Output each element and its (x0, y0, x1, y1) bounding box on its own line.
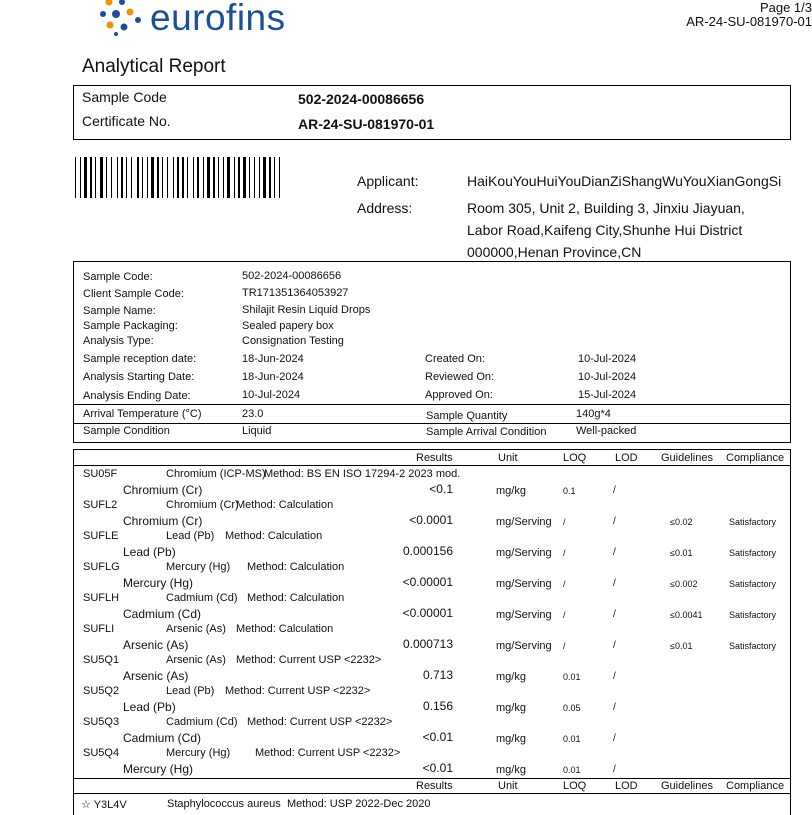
loq-value: / (563, 579, 566, 589)
result-value: 0.156 (422, 699, 453, 713)
unit-value: mg/kg (496, 671, 526, 683)
result-value: 0.000713 (402, 637, 453, 651)
compliance-value: Satisfactory (729, 579, 777, 589)
column-lod: LOD (615, 452, 638, 464)
eurofins-dots-icon (100, 0, 142, 36)
packaging-value: Sealed papery box (242, 320, 334, 332)
unit-value: mg/Serving (496, 516, 552, 528)
temperature-label: Arrival Temperature (°C) (83, 408, 202, 420)
result-value: <0.00001 (402, 606, 453, 620)
barcode-bar (117, 157, 118, 198)
column-guidelines: Guidelines (661, 452, 713, 464)
quantity-label: Sample Quantity (426, 410, 508, 422)
sample-info-box (73, 261, 791, 443)
result-value: 0.713 (422, 668, 453, 682)
barcode-bar (137, 157, 139, 198)
start-label: Analysis Starting Date: (83, 371, 195, 383)
test-analyte: Mercury (Hg) (166, 561, 231, 573)
loq-value: 0.01 (563, 672, 581, 682)
lod-value: / (613, 609, 616, 620)
barcode-bar (80, 157, 81, 198)
column-compliance: Compliance (726, 452, 785, 464)
test-method: Method: Calculation (247, 561, 345, 573)
result-value: <0.01 (422, 730, 453, 744)
barcode-bar (151, 157, 154, 198)
address-label: Address: (357, 200, 413, 216)
temperature-value: 23.0 (242, 408, 264, 420)
unit-value: mg/Serving (496, 640, 552, 652)
unit-value: mg/Serving (496, 578, 552, 590)
address-line-1: Room 305, Unit 2, Building 3, Jinxiu Jiayuan, (467, 200, 745, 216)
parameter-name: Chromium (Cr) (123, 483, 203, 497)
test-code: SU5Q4 (83, 747, 120, 759)
loq-value: 0.01 (563, 734, 581, 744)
barcode-bar (131, 157, 132, 198)
test-code: SUFLH (83, 592, 120, 604)
barcode-bar (218, 157, 219, 198)
barcode-bar (187, 157, 188, 198)
barcode-bar (249, 157, 250, 198)
reviewed-value: 10-Jul-2024 (578, 371, 637, 383)
reception-label: Sample reception date: (83, 353, 197, 365)
certificate-value: AR-24-SU-081970-01 (298, 116, 435, 132)
test-code: SU5Q1 (83, 654, 120, 666)
guideline-value: ≤0.01 (670, 641, 693, 651)
column-unit: Unit (498, 452, 518, 464)
barcode-bar (234, 157, 235, 198)
test-code: SUFLE (83, 530, 119, 542)
barcode-bar (223, 157, 224, 198)
barcode-bar (167, 157, 168, 198)
test-method: Method: Calculation (225, 530, 323, 542)
column-results: Results (416, 780, 453, 792)
parameter-name: Mercury (Hg) (123, 762, 194, 776)
barcode-bar (243, 157, 246, 198)
column-results: Results (416, 452, 453, 464)
test-method: Method: Calculation (236, 623, 334, 635)
parameter-name: Cadmium (Cd) (123, 731, 202, 745)
reception-value: 18-Jun-2024 (242, 353, 304, 365)
unit-value: mg/kg (496, 485, 526, 497)
lod-value: / (613, 671, 616, 682)
sample-code-label: Sample Code (82, 89, 167, 105)
parameter-name: Lead (Pb) (123, 545, 176, 559)
eurofins-logo (100, 0, 286, 36)
barcode-bar (227, 157, 230, 198)
sample-code-value-2: 502-2024-00086656 (242, 270, 342, 282)
loq-value: / (563, 517, 566, 527)
barcode-bar (84, 157, 87, 198)
report-number: AR-24-SU-081970-01 (686, 14, 812, 29)
reviewed-label: Reviewed On: (425, 371, 495, 383)
result-value: <0.01 (422, 761, 453, 775)
test-method: Method: Calculation (236, 499, 334, 511)
lod-value: / (613, 547, 616, 558)
compliance-value: Satisfactory (729, 641, 777, 651)
barcode-bar (75, 157, 76, 198)
test-method: Method: BS EN ISO 17294-2 2023 mod. (264, 468, 461, 480)
lod-value: / (613, 516, 616, 527)
packaging-label: Sample Packaging: (83, 320, 178, 332)
test-analyte: Arsenic (As) (166, 623, 226, 635)
page-number: Page 1/3 (759, 0, 812, 15)
client-code-label: Client Sample Code: (83, 288, 184, 300)
lod-value: / (613, 702, 616, 713)
approved-label: Approved On: (425, 389, 493, 401)
barcode-bar (90, 157, 92, 198)
parameter-name: Chromium (Cr) (123, 514, 203, 528)
barcode-bar (203, 157, 204, 198)
approved-value: 15-Jul-2024 (578, 389, 637, 401)
applicant-value: HaiKouYouHuiYouDianZiShangWuYouXianGongSi (467, 173, 782, 189)
barcode-bar (263, 157, 266, 198)
test-code: SU5Q3 (83, 716, 120, 728)
result-value: <0.1 (429, 482, 453, 496)
barcode-bar (197, 157, 199, 198)
barcode-bar (259, 157, 260, 198)
test-analyte: Lead (Pb) (166, 530, 215, 542)
barcode-bar (177, 157, 179, 198)
barcode-bar (157, 157, 159, 198)
column-compliance: Compliance (726, 780, 785, 792)
guideline-value: ≤0.002 (670, 579, 698, 589)
test-analyte: Chromium (ICP-MS) (166, 468, 266, 480)
brand-name: eurofins (150, 0, 286, 38)
barcode-bar (238, 157, 240, 198)
sample-code-label-2: Sample Code: (83, 271, 153, 283)
divider (74, 423, 790, 424)
micro-method: Method: USP 2022-Dec 2020 (287, 798, 431, 810)
unit-value: mg/kg (496, 733, 526, 745)
barcode-bar (254, 157, 255, 198)
guideline-value: ≤0.01 (670, 548, 693, 558)
loq-value: 0.01 (563, 765, 581, 775)
test-code: SUFLG (83, 561, 120, 573)
test-method: Method: Current USP <2232> (255, 747, 401, 759)
barcode-bar (111, 157, 112, 198)
test-code: SU5Q2 (83, 685, 120, 697)
micro-analyte: Staphylococcus aureus (167, 798, 281, 810)
parameter-name: Cadmium (Cd) (123, 607, 202, 621)
barcode-bar (121, 157, 123, 198)
micro-code: ☆ Y3L4V (81, 799, 127, 811)
condition-value: Liquid (242, 425, 272, 437)
summary-box (73, 85, 791, 140)
test-analyte: Mercury (Hg) (166, 747, 231, 759)
analysis-type-label: Analysis Type: (83, 335, 154, 347)
unit-value: mg/kg (496, 702, 526, 714)
page-title: Analytical Report (82, 56, 226, 77)
parameter-name: Arsenic (As) (123, 638, 189, 652)
client-code-value: TR171351364053927 (242, 287, 349, 299)
loq-value: 0.1 (563, 486, 576, 496)
test-method: Method: Current USP <2232> (247, 716, 393, 728)
results-table (73, 449, 791, 815)
lod-value: / (613, 578, 616, 589)
test-code: SU05F (83, 468, 118, 480)
start-value: 18-Jun-2024 (242, 371, 304, 383)
header-divider (74, 465, 790, 466)
lod-value: / (613, 764, 616, 775)
barcode-bar (95, 157, 96, 198)
barcode-bar (126, 157, 127, 198)
barcode-bar (213, 157, 215, 198)
column-unit: Unit (498, 780, 518, 792)
table-divider (74, 778, 790, 779)
sample-name-value: Shilajit Resin Liquid Drops (242, 304, 371, 316)
test-analyte: Arsenic (As) (166, 654, 226, 666)
address-line-2: Labor Road,Kaifeng City,Shunhe Hui District (467, 222, 743, 238)
sample-code-value: 502-2024-00086656 (298, 91, 425, 107)
barcode-bar (182, 157, 184, 198)
barcode-bar (274, 157, 275, 198)
address-line-3: 000000,Henan Province,CN (467, 244, 642, 260)
loq-value: 0.05 (563, 703, 581, 713)
column-guidelines: Guidelines (661, 780, 713, 792)
test-analyte: Cadmium (Cd) (166, 716, 238, 728)
analysis-type-value: Consignation Testing (242, 335, 344, 347)
end-label: Analysis Ending Date: (83, 390, 191, 402)
compliance-value: Satisfactory (729, 548, 777, 558)
barcode-bar (269, 157, 271, 198)
column-loq: LOQ (563, 452, 587, 464)
applicant-label: Applicant: (357, 173, 419, 189)
test-code: SUFLI (83, 623, 115, 635)
loq-value: / (563, 548, 566, 558)
barcode-bar (207, 157, 210, 198)
barcode-bar (173, 157, 174, 198)
arrival-condition-label: Sample Arrival Condition (426, 426, 547, 438)
test-method: Method: Current USP <2232> (225, 685, 371, 697)
created-label: Created On: (425, 353, 485, 365)
column-loq: LOQ (563, 780, 587, 792)
lod-value: / (613, 485, 616, 496)
barcode-bar (100, 157, 103, 198)
test-method: Method: Calculation (247, 592, 345, 604)
unit-value: mg/Serving (496, 609, 552, 621)
test-analyte: Cadmium (Cd) (166, 592, 238, 604)
sample-name-label: Sample Name: (83, 305, 156, 317)
guideline-value: ≤0.0041 (670, 610, 703, 620)
parameter-name: Arsenic (As) (123, 669, 189, 683)
end-value: 10-Jul-2024 (242, 389, 301, 401)
parameter-name: Lead (Pb) (123, 700, 176, 714)
barcode-bar (162, 157, 163, 198)
barcode (75, 157, 330, 198)
barcode-bar (279, 157, 280, 198)
column-lod: LOD (615, 780, 638, 792)
test-analyte: Chromium (Cr) (166, 499, 239, 511)
parameter-name: Mercury (Hg) (123, 576, 194, 590)
loq-value: / (563, 610, 566, 620)
barcode-bar (142, 157, 143, 198)
barcode-bar (193, 157, 194, 198)
unit-value: mg/Serving (496, 547, 552, 559)
result-value: <0.0001 (409, 513, 453, 527)
header-divider (74, 793, 790, 794)
barcode-bar (147, 157, 148, 198)
lod-value: / (613, 733, 616, 744)
compliance-value: Satisfactory (729, 610, 777, 620)
divider (74, 404, 790, 405)
loq-value: / (563, 641, 566, 651)
arrival-condition-value: Well-packed (576, 425, 637, 437)
barcode-bar (106, 157, 107, 198)
unit-value: mg/kg (496, 764, 526, 776)
created-value: 10-Jul-2024 (578, 353, 637, 365)
lod-value: / (613, 640, 616, 651)
condition-label: Sample Condition (83, 425, 170, 437)
test-method: Method: Current USP <2232> (236, 654, 382, 666)
test-code: SUFL2 (83, 499, 118, 511)
compliance-value: Satisfactory (729, 517, 777, 527)
guideline-value: ≤0.02 (670, 517, 693, 527)
result-value: <0.00001 (402, 575, 453, 589)
test-analyte: Lead (Pb) (166, 685, 215, 697)
certificate-label: Certificate No. (82, 113, 171, 129)
quantity-value: 140g*4 (576, 408, 611, 420)
result-value: 0.000156 (402, 544, 453, 558)
